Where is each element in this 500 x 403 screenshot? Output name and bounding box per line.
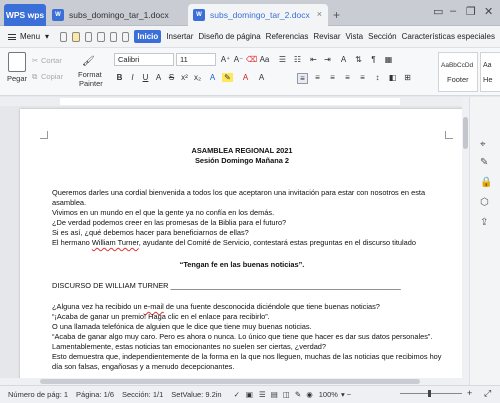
style-heading-label: He [483,75,493,84]
superscript-icon[interactable]: x² [181,73,188,82]
bullets-icon[interactable]: ☰ [278,55,287,64]
fullscreen-icon[interactable]: ⤢ [484,388,492,398]
tab-wps-home[interactable] [4,4,46,26]
tab-referencias[interactable]: Referencias [265,32,309,41]
char-shading-icon[interactable]: A [258,73,265,82]
paragraph: “Acaba de ganar algo muy caro. Pero es ahora o nunca. Lo único que tiene que hacer es dar sus datos personales”. [52,332,433,341]
protect-icon[interactable]: ▣ [245,390,253,399]
spellcheck-icon[interactable]: ✓ [233,390,240,399]
paragraph: Lamentablemente, estas noticias tan emocionantes no suelen ser ciertas, ¿verdad? [52,342,327,351]
close-tab-icon[interactable]: × [316,9,322,19]
tab-doc-2-label: subs_domingo_tar_2.docx [210,10,310,20]
vertical-scrollbar[interactable] [462,97,469,385]
menu-bar [0,26,500,48]
subscript-icon[interactable]: x₂ [193,73,202,82]
status-setvalue: SetValue: 9.2in [171,390,222,399]
tab-inicio[interactable]: Inicio [134,30,161,43]
status-section: Sección: 1/1 [122,390,164,399]
share-icon[interactable]: ⇪ [480,217,489,228]
menu-button[interactable] [8,32,54,41]
grow-font-icon[interactable]: A⁺ [220,55,231,64]
undo-icon[interactable] [110,32,117,42]
status-page-number: Número de pág: 1 [8,390,69,399]
speech-line: DISCURSO DE WILLIAM TURNER ________________________________________________________ [52,281,401,290]
underline-icon[interactable]: U [142,73,149,82]
paragraph: ¿De verdad podemos creer en las promesas de la Biblia para el futuro? [52,218,287,227]
scrollbar-thumb[interactable] [463,117,468,149]
doc-title: ASAMBLEA REGIONAL 2021 [191,146,293,155]
tab-vista[interactable]: Vista [345,32,364,41]
font-color-red-icon[interactable]: A [242,73,249,82]
tab-seccion[interactable]: Sección [368,32,397,41]
tab-wps-label: WPS wps [5,10,45,20]
style-footer-preview: AaBbCcDd [441,62,474,69]
corner-mark [40,131,48,139]
zoom-in-icon[interactable]: + [467,388,473,398]
eye-icon[interactable]: ◉ [306,390,313,399]
strikethrough-icon[interactable]: S [168,73,175,82]
paragraph [52,238,472,248]
zoom-slider[interactable] [400,393,462,394]
scissors-icon[interactable]: ✂ [32,56,39,65]
paragraph: “¡Acaba de ganar un premio! Haga clic en el enlace para recibirlo”. [52,312,270,321]
zoom-out-icon[interactable]: − [346,390,352,399]
clear-format-icon[interactable]: ⌫ [246,55,258,64]
decrease-indent-icon[interactable]: ⇤ [310,55,317,64]
format-painter-button-line2: Painter [79,79,103,88]
brush-icon[interactable]: 🖌 [82,56,95,67]
distributed-icon[interactable]: ≡ [360,73,365,82]
view-outline-icon[interactable]: ☰ [259,390,266,399]
copy-button[interactable]: Copiar [41,72,64,81]
borders-icon[interactable]: ▦ [384,55,393,64]
tab-doc-1[interactable] [48,4,188,26]
right-sidebar [469,97,500,385]
minimize-icon[interactable]: – [450,5,457,17]
zoom-dropdown-icon[interactable]: ▾ [340,390,345,399]
horizontal-ruler [0,97,462,106]
ribbon-toolbar [0,48,500,96]
cursor-icon[interactable]: ⌖ [480,139,486,150]
zoom-slider-handle[interactable] [428,390,431,397]
open-folder-icon[interactable] [72,32,79,42]
border-icon[interactable]: ⊞ [404,73,411,82]
corner-mark [445,131,453,139]
style-footer[interactable] [438,52,478,92]
highlight-icon[interactable]: ✎ [222,73,233,82]
text-run: ¿Alguna vez ha recibido un [52,302,144,311]
layout-icon[interactable]: ▭ [433,6,444,18]
tab-revisar[interactable]: Revisar [313,32,341,41]
copy-icon[interactable]: ⧉ [32,72,38,81]
show-marks-icon[interactable]: ¶ [371,55,376,64]
chinese-layout-icon[interactable]: A [340,55,347,64]
line-spacing-icon[interactable]: ↕ [375,73,380,82]
tab-doc-2[interactable] [188,4,328,26]
format-painter-button[interactable]: Format [78,70,102,79]
paragraph: O una llamada telefónica de alguien que le dice que tiene muy buenas noticias. [52,322,312,331]
font-name-select[interactable]: Calibri [114,53,174,66]
document-page[interactable] [20,109,464,385]
doc-subtitle: Sesión Domingo Mañana 2 [194,156,290,165]
change-case-icon[interactable]: Aa [259,55,270,64]
align-right-icon[interactable]: ≡ [330,73,335,82]
text-run: , ayudante del Comité de Servicio, contestará estas preguntas en el discurso titulado [138,238,416,247]
numbering-icon[interactable]: ☷ [293,55,302,64]
paragraph: Si es así, ¿qué debemos hacer para beneficiarnos de ellas? [52,228,249,237]
style-heading[interactable] [480,52,500,92]
hamburger-icon [8,34,16,40]
tab-bar [0,0,500,26]
quote-heading: “Tengan fe en las buenas noticias”. [179,260,305,269]
paste-icon[interactable] [8,52,26,72]
spellcheck-word: e-mail [143,302,164,311]
style-footer-label: Footer [447,75,469,84]
menu-label: Menu [20,32,41,41]
text-run: de una fuente desconocida diciéndole que tiene buenas noticias? [163,302,380,311]
horizontal-scrollbar[interactable] [0,378,462,385]
cut-button[interactable]: Cortar [41,56,62,65]
tab-diseno-pagina[interactable]: Diseño de página [198,32,261,41]
paragraph [52,302,472,312]
close-window-icon[interactable]: ✕ [484,6,494,18]
shrink-font-icon[interactable]: A⁻ [233,55,244,64]
pen-icon[interactable]: ✎ [480,157,489,168]
italic-icon[interactable]: I [131,73,134,82]
paragraph: asamblea. [52,198,87,207]
paragraph: día son falsas, engañosas y a menudo decepcionantes. [52,362,235,371]
justify-icon[interactable]: ≡ [345,73,350,82]
paragraph: Vivimos en un mundo en el que la gente ya no confía en los demás. [52,208,275,217]
cube-icon[interactable]: ⬡ [480,197,489,208]
view-web-icon[interactable]: ◫ [282,390,290,399]
view-reading-icon[interactable]: ✎ [294,390,302,399]
increase-indent-icon[interactable]: ⇥ [324,55,331,64]
paragraph: Esto demuestra que, independientemente de la forma en la que nos lleguen, muchas de las noticias que recibimos hoy [52,352,442,361]
word-doc-icon: W [52,9,64,21]
font-size-select[interactable]: 11 [176,53,216,66]
chevron-down-icon: ▾ [45,32,50,41]
text-effect-icon[interactable]: A [155,73,162,82]
save-icon[interactable] [85,32,92,42]
new-doc-icon[interactable] [60,32,67,42]
new-tab-icon[interactable]: + [333,8,341,22]
word-doc-icon: W [193,9,205,21]
tab-doc-1-label: subs_domingo_tar_1.docx [69,10,169,20]
status-page[interactable]: Página: 1/6 [76,390,114,399]
align-center-icon[interactable]: ≡ [315,73,320,82]
maximize-icon[interactable]: ❐ [466,6,476,18]
bold-icon[interactable]: B [116,73,123,82]
text-run: El hermano [52,238,92,247]
ruler-text-area [60,98,400,105]
redo-icon[interactable] [122,32,129,42]
align-left-icon[interactable]: ≡ [297,73,308,84]
paragraph: Queremos darles una cordial bienvenida a todos los que aceptaron una invitación para estar con nosotros en esta [52,188,426,197]
view-print-layout-icon[interactable]: ▤ [270,390,278,399]
tab-caracteristicas[interactable]: Características especiales [401,32,495,41]
scrollbar-thumb[interactable] [40,379,420,384]
sort-icon[interactable]: ⇅ [355,55,362,64]
spellcheck-word: William Turner [91,238,139,247]
style-heading-preview: Aa [483,62,492,69]
status-bar [0,385,500,403]
print-icon[interactable] [97,32,104,42]
tab-insertar[interactable]: Insertar [166,32,194,41]
font-color-icon[interactable]: A [209,73,216,82]
paste-button[interactable]: Pegar [7,74,28,83]
shading-icon[interactable]: ◧ [388,73,397,82]
zoom-level[interactable]: 100% [318,390,338,399]
lock-icon[interactable]: 🔒 [480,177,493,188]
